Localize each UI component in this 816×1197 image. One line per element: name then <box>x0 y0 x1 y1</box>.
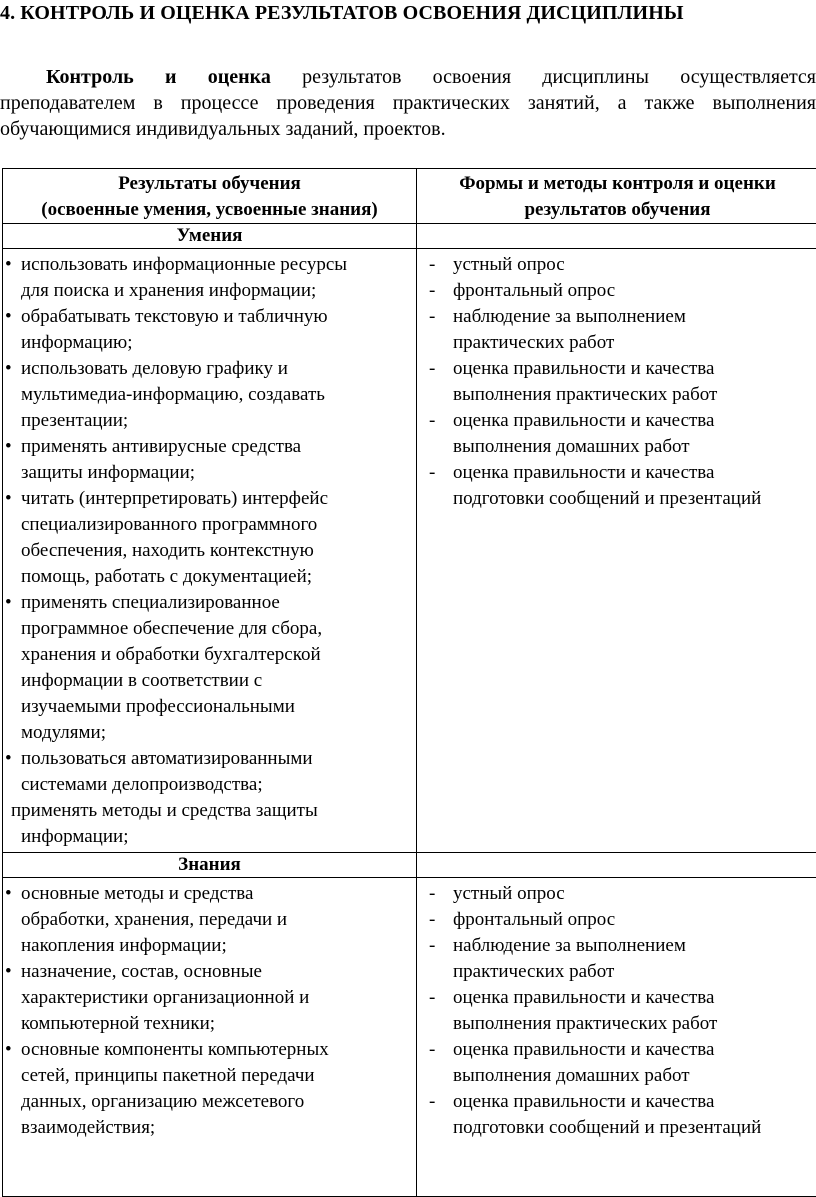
bullet-icon: • <box>5 486 12 512</box>
dash-icon: - <box>429 252 435 278</box>
method-item <box>417 907 816 933</box>
method-item <box>417 460 816 512</box>
list-item-line: основные методы и средства <box>21 881 412 907</box>
intro-line-1 <box>0 64 816 90</box>
dash-icon: - <box>429 1037 435 1063</box>
list-item <box>3 881 416 959</box>
method-item-line: оценка правильности и качества <box>453 1037 816 1063</box>
list-item <box>3 304 416 356</box>
method-item-line: выполнения практических работ <box>453 382 816 408</box>
dash-icon: - <box>429 278 435 304</box>
method-item <box>417 985 816 1037</box>
bullet-icon: • <box>5 746 12 772</box>
bullet-icon: • <box>5 590 12 616</box>
bullet-icon: • <box>5 252 12 278</box>
method-item <box>417 881 816 907</box>
list-item <box>3 434 416 486</box>
list-item-line: для поиска и хранения информации; <box>21 278 412 304</box>
bullet-icon: • <box>5 434 12 460</box>
dash-icon: - <box>429 460 435 486</box>
results-table <box>2 168 816 1197</box>
intro-lead: Контроль и оценка <box>46 66 271 88</box>
header-results <box>3 169 417 224</box>
header-methods-line-1: Формы и методы контроля и оценки <box>417 171 816 197</box>
list-item <box>3 252 416 304</box>
list-item-line: пользоваться автоматизированными <box>21 746 412 772</box>
skills-methods-cell <box>417 249 816 853</box>
list-item-line: сетей, принципы пакетной передачи <box>21 1063 412 1089</box>
list-item-line: презентации; <box>21 408 412 434</box>
method-item <box>417 356 816 408</box>
list-item-line: взаимодействия; <box>21 1115 412 1141</box>
list-item-line: основные компоненты компьютерных <box>21 1037 412 1063</box>
method-item-line: оценка правильности и качества <box>453 356 816 382</box>
knowledge-methods-cell <box>417 878 816 1197</box>
method-item-line: оценка правильности и качества <box>453 408 816 434</box>
list-item <box>3 959 416 1037</box>
method-item-line: выполнения практических работ <box>453 1011 816 1037</box>
skills-title-row <box>3 224 816 249</box>
method-item-line: фронтальный опрос <box>453 907 816 933</box>
dash-icon: - <box>429 304 435 330</box>
list-item-line: информации в соответствии с <box>21 668 412 694</box>
knowledge-title: Знания <box>3 853 417 878</box>
intro-line-3: обучающимися индивидуальных заданий, проектов. <box>0 116 816 142</box>
list-item-line: мультимедиа-информацию, создавать <box>21 382 412 408</box>
list-item-line: применять методы и средства защиты <box>11 798 412 824</box>
method-item-line: фронтальный опрос <box>453 278 816 304</box>
method-item <box>417 1089 816 1141</box>
list-item-line: защиты информации; <box>21 460 412 486</box>
list-item-line: накопления информации; <box>21 933 412 959</box>
bullet-icon: • <box>5 881 12 907</box>
list-item-line: модулями; <box>21 720 412 746</box>
dash-icon: - <box>429 907 435 933</box>
section-heading: 4. КОНТРОЛЬ И ОЦЕНКА РЕЗУЛЬТАТОВ ОСВОЕНИЯ ДИСЦИПЛИНЫ <box>0 2 684 25</box>
list-item-line: системами делопроизводства; <box>21 772 412 798</box>
method-item <box>417 252 816 278</box>
list-item <box>3 1037 416 1141</box>
skills-title-empty <box>417 224 816 249</box>
method-item <box>417 278 816 304</box>
list-item-line: хранения и обработки бухгалтерской <box>21 642 412 668</box>
knowledge-title-row <box>3 853 816 878</box>
method-item-line: практических работ <box>453 959 816 985</box>
knowledge-row <box>3 878 816 1197</box>
knowledge-list <box>3 878 416 1143</box>
list-item-line: обработки, хранения, передачи и <box>21 907 412 933</box>
dash-icon: - <box>429 408 435 434</box>
skills-list <box>3 249 416 852</box>
list-item <box>3 746 416 798</box>
list-item-line: специализированного программного <box>21 512 412 538</box>
intro-paragraph <box>0 64 816 142</box>
list-item <box>3 798 416 850</box>
list-item-line: данных, организацию межсетевого <box>21 1089 412 1115</box>
method-item-line: выполнения домашних работ <box>453 1063 816 1089</box>
method-item-line: выполнения домашних работ <box>453 434 816 460</box>
dash-icon: - <box>429 933 435 959</box>
skills-row <box>3 249 816 853</box>
list-item-line: характеристики организационной и <box>21 985 412 1011</box>
list-item-line: использовать деловую графику и <box>21 356 412 382</box>
list-item-line: информацию; <box>21 330 412 356</box>
dash-icon: - <box>429 881 435 907</box>
method-item <box>417 304 816 356</box>
skills-methods-list <box>417 249 816 514</box>
intro-line-1-rest: результатов освоения дисциплины осуществляется <box>302 66 816 88</box>
bullet-icon: • <box>5 304 12 330</box>
list-item-line: использовать информационные ресурсы <box>21 252 412 278</box>
header-methods <box>417 169 816 224</box>
header-methods-line-2: результатов обучения <box>417 197 816 223</box>
list-item-line: применять специализированное <box>21 590 412 616</box>
list-item-line: обрабатывать текстовую и табличную <box>21 304 412 330</box>
list-item <box>3 590 416 746</box>
method-item <box>417 933 816 985</box>
list-item-line: изучаемыми профессиональными <box>21 694 412 720</box>
skills-title: Умения <box>3 224 417 249</box>
list-item-line: программное обеспечение для сбора, <box>21 616 412 642</box>
intro-line-2: преподавателем в процессе проведения практических занятий, а также выполнения <box>0 90 816 116</box>
method-item-line: устный опрос <box>453 252 816 278</box>
dash-icon: - <box>429 1089 435 1115</box>
method-item-line: подготовки сообщений и презентаций <box>453 1115 816 1141</box>
list-item-line: назначение, состав, основные <box>21 959 412 985</box>
list-item <box>3 486 416 590</box>
list-item-line: помощь, работать с документацией; <box>21 564 412 590</box>
bullet-icon: • <box>5 959 12 985</box>
skills-cell <box>3 249 417 853</box>
method-item-line: наблюдение за выполнением <box>453 304 816 330</box>
list-item <box>3 356 416 434</box>
method-item <box>417 408 816 460</box>
method-item-line: подготовки сообщений и презентаций <box>453 486 816 512</box>
list-item-line: компьютерной техники; <box>21 1011 412 1037</box>
method-item-line: наблюдение за выполнением <box>453 933 816 959</box>
header-results-line-1: Результаты обучения <box>3 171 416 197</box>
dash-icon: - <box>429 356 435 382</box>
method-item-line: практических работ <box>453 330 816 356</box>
bullet-icon: • <box>5 356 12 382</box>
method-item <box>417 1037 816 1089</box>
bullet-icon: • <box>5 1037 12 1063</box>
method-item-line: оценка правильности и качества <box>453 1089 816 1115</box>
list-item-line: обеспечения, находить контекстную <box>21 538 412 564</box>
list-item-line: применять антивирусные средства <box>21 434 412 460</box>
knowledge-methods-list <box>417 878 816 1143</box>
list-item-line: читать (интерпретировать) интерфейс <box>21 486 412 512</box>
knowledge-cell <box>3 878 417 1197</box>
list-item-line: информации; <box>11 824 412 850</box>
knowledge-title-empty <box>417 853 816 878</box>
method-item-line: оценка правильности и качества <box>453 460 816 486</box>
header-results-line-2: (освоенные умения, усвоенные знания) <box>3 197 416 223</box>
method-item-line: оценка правильности и качества <box>453 985 816 1011</box>
method-item-line: устный опрос <box>453 881 816 907</box>
table-header-row <box>3 169 816 224</box>
dash-icon: - <box>429 985 435 1011</box>
